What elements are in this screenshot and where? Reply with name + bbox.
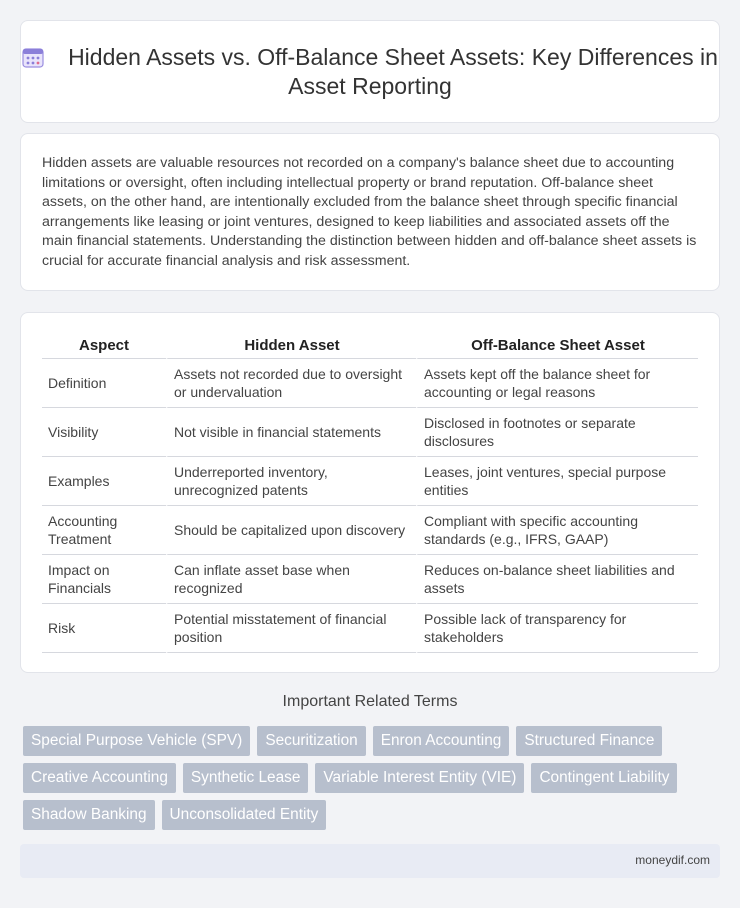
table-row — [42, 457, 698, 506]
table-cell-off-balance: Possible lack of transparency for stakeholders — [416, 604, 698, 653]
table-row — [42, 604, 698, 653]
page-title: Hidden Assets vs. Off-Balance Sheet Assets: Key Differences in Asset Reporting — [68, 44, 718, 99]
table-cell-off-balance: Compliant with specific accounting standards (e.g., IFRS, GAAP) — [416, 506, 698, 555]
table-cell-aspect: Impact on Financials — [42, 555, 166, 604]
intro-card — [20, 133, 720, 291]
related-term-tag[interactable]: Creative Accounting — [23, 763, 176, 793]
table-cell-hidden: Assets not recorded due to oversight or undervaluation — [166, 359, 416, 408]
related-terms-list — [23, 726, 713, 830]
column-header-off-balance-sheet-asset: Off-Balance Sheet Asset — [416, 336, 698, 359]
related-term-tag[interactable]: Contingent Liability — [531, 763, 677, 793]
table-cell-hidden: Not visible in financial statements — [166, 408, 416, 457]
column-header-hidden-asset: Hidden Asset — [166, 336, 416, 359]
table-row — [42, 359, 698, 408]
table-row — [42, 408, 698, 457]
related-term-tag[interactable]: Structured Finance — [516, 726, 662, 756]
table-cell-hidden: Can inflate asset base when recognized — [166, 555, 416, 604]
table-cell-hidden: Underreported inventory, unrecognized patents — [166, 457, 416, 506]
table-row — [42, 555, 698, 604]
page-title-block — [21, 43, 719, 101]
related-term-tag[interactable]: Synthetic Lease — [183, 763, 309, 793]
table-cell-aspect: Accounting Treatment — [42, 506, 166, 555]
intro-paragraph: Hidden assets are valuable resources not recorded on a company's balance sheet due to accounting limitations or oversight, often including intellectual property or brand reputation. Off-balance sheet assets, on the other hand, are intentionally excluded from the balance sheet through specific financial arrangements like leasing or joint ventures, designed to keep liabilities and associated assets off the main financial statements. Understanding the distinction between hidden and off-balance sheet assets is crucial for accurate financial analysis and risk assessment. — [42, 155, 697, 269]
table-cell-off-balance: Reduces on-balance sheet liabilities and assets — [416, 555, 698, 604]
table-cell-off-balance: Assets kept off the balance sheet for accounting or legal reasons — [416, 359, 698, 408]
footer — [20, 844, 720, 878]
table-cell-aspect: Risk — [42, 604, 166, 653]
related-terms-heading: Important Related Terms — [282, 693, 458, 710]
related-term-tag[interactable]: Securitization — [257, 726, 365, 756]
related-term-tag[interactable]: Variable Interest Entity (VIE) — [315, 763, 524, 793]
table-cell-off-balance: Disclosed in footnotes or separate disclosures — [416, 408, 698, 457]
related-term-tag[interactable]: Unconsolidated Entity — [162, 800, 327, 830]
table-cell-aspect: Examples — [42, 457, 166, 506]
table-header-row — [42, 336, 698, 359]
column-header-aspect: Aspect — [42, 336, 166, 359]
table-cell-aspect: Visibility — [42, 408, 166, 457]
table-cell-hidden: Potential misstatement of financial position — [166, 604, 416, 653]
table-cell-hidden: Should be capitalized upon discovery — [166, 506, 416, 555]
comparison-table — [42, 336, 698, 653]
title-card — [20, 20, 720, 123]
table-cell-aspect: Definition — [42, 359, 166, 408]
comparison-card — [20, 312, 720, 673]
calendar-icon — [22, 46, 44, 68]
table-row — [42, 506, 698, 555]
related-term-tag[interactable]: Special Purpose Vehicle (SPV) — [23, 726, 250, 756]
footer-site-link[interactable]: moneydif.com — [635, 853, 710, 867]
related-term-tag[interactable]: Enron Accounting — [373, 726, 510, 756]
related-term-tag[interactable]: Shadow Banking — [23, 800, 155, 830]
table-cell-off-balance: Leases, joint ventures, special purpose entities — [416, 457, 698, 506]
